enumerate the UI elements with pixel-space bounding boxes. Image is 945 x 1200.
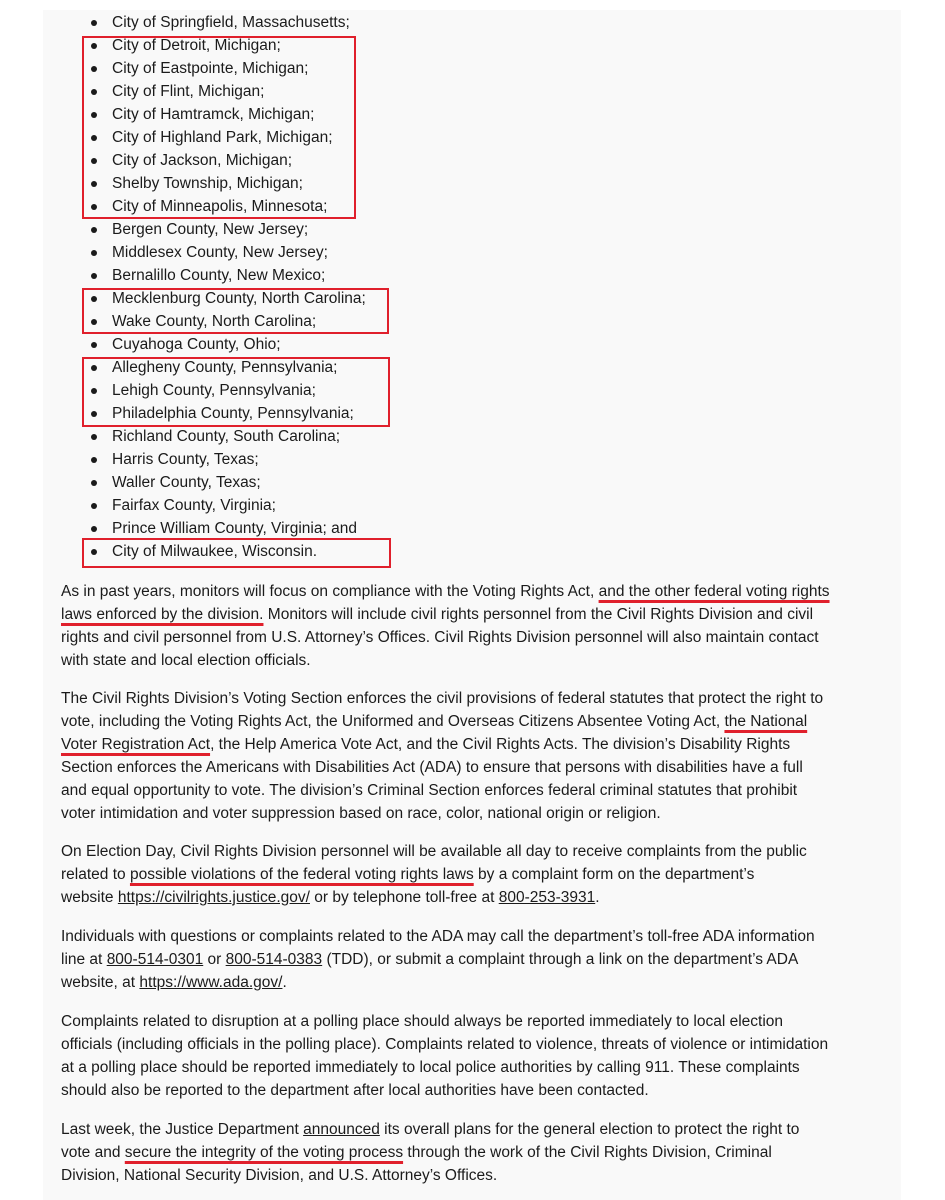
list-item: City of Jackson, Michigan; (112, 152, 293, 169)
list-item: Prince William County, Virginia; and (112, 520, 357, 537)
text-line: Section enforces the Americans with Disabilities Act (ADA) to ensure that persons with disabilities have a full (61, 759, 803, 776)
civilrights-website-link[interactable]: https://civilrights.justice.gov/ (117, 889, 310, 906)
list-item: City of Flint, Michigan; (112, 83, 265, 100)
text-line: with state and local election officials. (61, 652, 311, 669)
red-underline-annotation: Voter Registration Act (61, 736, 211, 753)
text-span: vote and (61, 1144, 121, 1161)
text-span: by a complaint form on the department’s (478, 866, 755, 883)
text-span: Last week, the Justice Department (61, 1121, 299, 1138)
list-item: Fairfax County, Virginia; (112, 497, 276, 514)
red-underline-annotation: possible violations of the federal voting rights laws (129, 866, 474, 883)
text-span: . (282, 974, 287, 991)
text-line: voter intimidation and voter suppression based on race, color, national origin or religion. (61, 805, 661, 822)
paragraph-complaints (61, 1010, 896, 1102)
text-line: Individuals with questions or complaints related to the ADA may call the department’s toll-free ADA information (61, 928, 815, 945)
text-span: or by telephone toll-free at (314, 889, 495, 906)
paragraph-last-week (61, 1118, 896, 1187)
red-underline-annotation: and the other federal voting rights (598, 583, 830, 600)
ada-tdd-phone-link[interactable]: 800-514-0383 (225, 951, 323, 968)
paragraph-election-day (61, 840, 896, 909)
text-span: As in past years, monitors will focus on compliance with the Voting Rights Act, (61, 583, 595, 600)
list-item: Waller County, Texas; (112, 474, 261, 491)
text-line: rights and civil personnel from U.S. Attorney’s Offices. Civil Rights Division personnel will also maintain contact (61, 629, 819, 646)
list-item: Shelby Township, Michigan; (112, 175, 303, 192)
text-line: and equal opportunity to vote. The division’s Criminal Section enforces federal criminal statutes that prohibit (61, 782, 798, 799)
red-underline-annotation: laws enforced by the division. (61, 606, 264, 623)
text-span: (TDD), or submit a complaint through a link on the department’s ADA (326, 951, 799, 968)
list-item: Mecklenburg County, North Carolina; (112, 290, 366, 307)
text-span: . (595, 889, 600, 906)
ada-phone-link[interactable]: 800-514-0301 (106, 951, 204, 968)
list-item: Wake County, North Carolina; (112, 313, 317, 330)
document-page (43, 10, 901, 1200)
list-item: City of Hamtramck, Michigan; (112, 106, 315, 123)
text-span: or (207, 951, 222, 968)
toll-free-phone-link[interactable]: 800-253-3931 (498, 889, 596, 906)
paragraph-monitors-focus (61, 580, 896, 672)
highlight-box-michigan-minnesota (82, 36, 356, 219)
text-line: at a polling place should be reported immediately to local police authorities by calling 911. These complaints (61, 1059, 800, 1076)
text-span: Monitors will include civil rights personnel from the Civil Rights Division and civil (267, 606, 814, 623)
text-span: , the Help America Vote Act, and the Civil Rights Acts. The division’s Disability Rights (210, 736, 791, 753)
list-item: Middlesex County, New Jersey; (112, 244, 328, 261)
paragraph-voting-section (61, 687, 896, 825)
text-span: website, at (61, 974, 136, 991)
text-span: vote, including the Voting Rights Act, the Uniformed and Overseas Citizens Absentee Voting Act, (61, 713, 721, 730)
list-item: Bernalillo County, New Mexico; (112, 267, 326, 284)
highlight-box-pennsylvania (82, 357, 390, 427)
text-span: its overall plans for the general election to protect the right to (384, 1121, 800, 1138)
text-span: related to (61, 866, 126, 883)
ada-website-link[interactable]: https://www.ada.gov/ (139, 974, 283, 991)
list-item: Cuyahoga County, Ohio; (112, 336, 281, 353)
text-line: Complaints related to disruption at a polling place should always be reported immediately to local election (61, 1013, 784, 1030)
highlight-box-wisconsin (82, 538, 391, 568)
list-item: City of Milwaukee, Wisconsin. (112, 543, 318, 560)
paragraph-ada (61, 925, 896, 994)
text-line: On Election Day, Civil Rights Division personnel will be available all day to receive complaints from the public (61, 843, 807, 860)
announced-link[interactable]: announced (303, 1121, 380, 1138)
list-item: City of Eastpointe, Michigan; (112, 60, 309, 77)
highlight-box-north-carolina (82, 288, 389, 334)
list-item: Allegheny County, Pennsylvania; (112, 359, 338, 376)
list-item: Lehigh County, Pennsylvania; (112, 382, 316, 399)
text-span: website (61, 889, 114, 906)
list-item: City of Minneapolis, Minnesota; (112, 198, 328, 215)
text-span: line at (61, 951, 103, 968)
list-item: Bergen County, New Jersey; (112, 221, 309, 238)
list-item: City of Springfield, Massachusetts; (112, 14, 350, 31)
red-underline-annotation: secure the integrity of the voting process (124, 1144, 404, 1161)
list-item: Philadelphia County, Pennsylvania; (112, 405, 354, 422)
list-item: Richland County, South Carolina; (112, 428, 341, 445)
text-span: through the work of the Civil Rights Division, Criminal (407, 1144, 772, 1161)
red-underline-annotation: the National (724, 713, 808, 730)
text-line: should also be reported to the department after local authorities have been contacted. (61, 1082, 649, 1099)
list-item: City of Detroit, Michigan; (112, 37, 281, 54)
text-line: Division, National Security Division, and U.S. Attorney’s Offices. (61, 1167, 498, 1184)
list-item: City of Highland Park, Michigan; (112, 129, 333, 146)
text-line: officials (including officials in the polling place). Complaints related to violence, threats of violence or intimidation (61, 1036, 829, 1053)
text-line: The Civil Rights Division’s Voting Section enforces the civil provisions of federal statutes that protect the right to (61, 690, 824, 707)
list-item: Harris County, Texas; (112, 451, 259, 468)
